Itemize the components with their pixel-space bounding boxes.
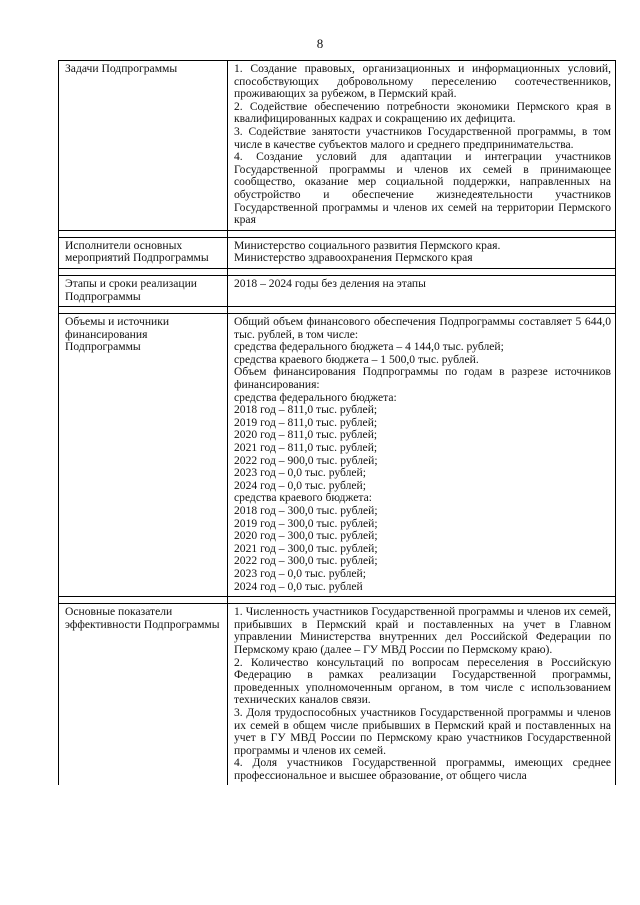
task-item: 2. Содействие обеспечению потребности экономики Пермского края в квалифицированных кадрах и сокращению их дефицита. (234, 99, 611, 126)
federal-year-item: 2022 год – 900,0 тыс. рублей; (234, 453, 378, 467)
regional-year-item: 2018 год – 300,0 тыс. рублей; (234, 504, 378, 517)
regional-heading: средства краевого бюджета: (234, 491, 372, 505)
executors-label: Исполнители основных мероприятий Подпрограммы (59, 237, 228, 268)
stages-value: 2018 – 2024 годы без деления на этапы (228, 275, 616, 306)
row-spacer (59, 597, 616, 604)
federal-heading: средства федерального бюджета: (234, 390, 397, 404)
indicator-item: 1. Численность участников Государственной программы и членов их семей, прибывших в Пермский край и поставленных на учет в Главном управлении Министерства внутренних дел Российской Федерации по Пермскому краю (далее – ГУ МВД России по Пермскому краю). (234, 605, 611, 656)
regional-year-item: 2022 год – 300,0 тыс. рублей; (234, 554, 378, 568)
regional-year-item: 2021 год – 300,0 тыс. рублей; (234, 541, 378, 555)
financing-intro: Общий объем финансового обеспечения Подпрограммы составляет 5 644,0 тыс. рублей, в том числе: (234, 315, 611, 341)
indicators-value (228, 604, 616, 786)
row-financing (59, 314, 616, 597)
executor-item: Министерство социального развития Пермского края. (234, 238, 501, 252)
row-indicators (59, 604, 616, 786)
indicators-label: Основные показатели эффективности Подпрограммы (59, 604, 228, 786)
subprogram-passport-table (58, 60, 616, 785)
regional-year-item: 2023 год – 0,0 тыс. рублей; (234, 566, 366, 580)
task-item: 4. Создание условий для адаптации и интеграции участников Государственной программы и членов их семей в принимающее сообщество, оказание мер социальной поддержки, направленных на обустройство и обеспечение жизнедеятельности участников Государственной программы и членов их семей на территории Пермского края (234, 150, 611, 227)
indicator-item: 3. Доля трудоспособных участников Государственной программы и членов их семей в общем числе прибывших в Пермский край и поставленных на учет в ГУ МВД России по Пермскому краю участников Государственной программы и членов их семей. (234, 705, 611, 757)
executors-value (228, 237, 616, 268)
executor-item: Министерство здравоохранения Пермского края (234, 251, 473, 265)
federal-year-item: 2023 год – 0,0 тыс. рублей; (234, 466, 366, 480)
row-tasks (59, 61, 616, 231)
tasks-label: Задачи Подпрограммы (59, 61, 228, 231)
indicator-item: 4. Доля участников Государственной программы, имеющих среднее профессиональное и высшее образование, от общего числа (234, 756, 611, 782)
federal-year-item: 2020 год – 811,0 тыс. рублей; (234, 428, 378, 442)
federal-year-item: 2019 год – 811,0 тыс. рублей; (234, 415, 378, 429)
regional-year-item: 2019 год – 300,0 тыс. рублей; (234, 516, 378, 530)
federal-year-item: 2018 год – 811,0 тыс. рублей; (234, 403, 378, 417)
page-number: 8 (316, 36, 324, 51)
stages-label: Этапы и сроки реализации Подпрограммы (59, 275, 228, 306)
federal-total: средства федерального бюджета – 4 144,0 тыс. рублей; (234, 340, 504, 354)
regional-year-item: 2024 год – 0,0 тыс. рублей (234, 579, 363, 593)
task-item: 3. Содействие занятости участников Государственной программы, в том числе в качестве субъектов малого и среднего предпринимательства. (234, 124, 611, 151)
indicator-item: 2. Количество консультаций по вопросам переселения в Российскую Федерацию в рамках реализации Государственной программы, проведенных уполномоченным органом, в том числе с использованием технических каналов связи. (234, 655, 611, 707)
row-executors (59, 237, 616, 268)
regional-year-item: 2020 год – 300,0 тыс. рублей; (234, 529, 378, 543)
federal-year-item: 2024 год – 0,0 тыс. рублей; (234, 478, 366, 492)
federal-year-item: 2021 год – 811,0 тыс. рублей; (234, 441, 378, 455)
financing-label: Объемы и источники финансирования Подпрограммы (59, 314, 228, 597)
tasks-value (228, 61, 616, 231)
regional-total: средства краевого бюджета – 1 500,0 тыс. рублей. (234, 352, 479, 366)
row-spacer (59, 230, 616, 237)
row-spacer (59, 268, 616, 275)
row-spacer (59, 307, 616, 314)
task-item: 1. Создание правовых, организационных и информационных условий, способствующих добровольному переселению соотечественников, проживающих за рубежом, в Пермский край. (234, 62, 611, 101)
financing-value (228, 314, 616, 597)
by-years-intro: Объем финансирования Подпрограммы по годам в разрезе источников финансирования: (234, 365, 611, 392)
row-stages (59, 275, 616, 306)
